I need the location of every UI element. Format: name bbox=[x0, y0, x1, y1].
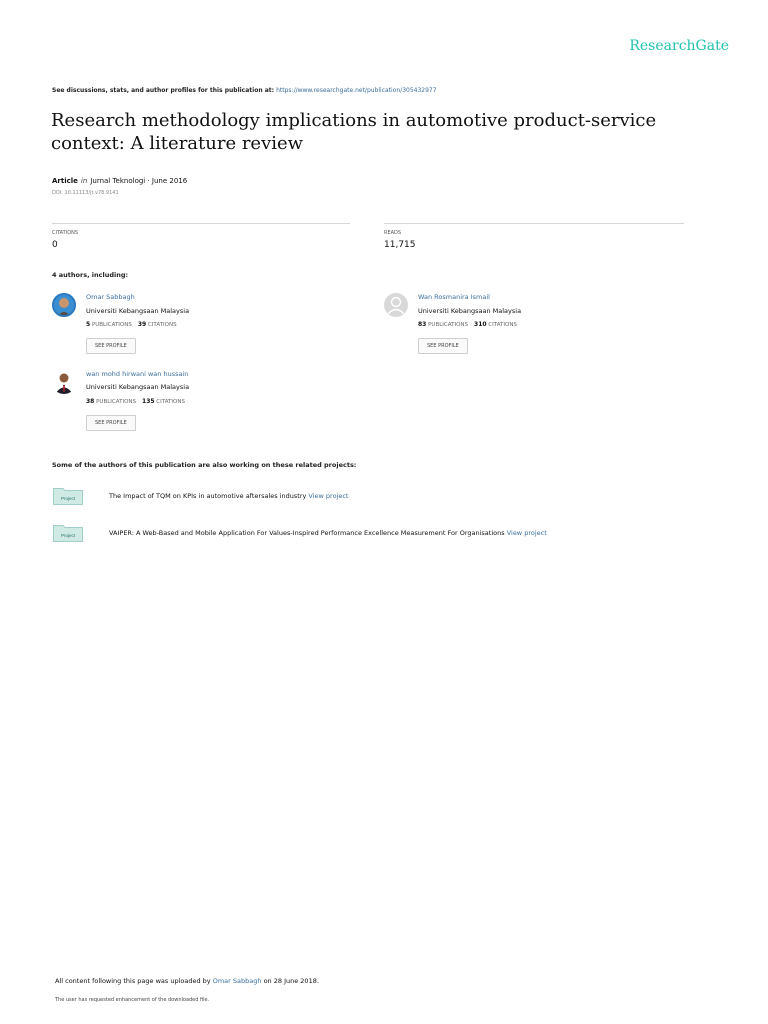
authors-heading: 4 authors, including: bbox=[52, 271, 129, 279]
project-item bbox=[109, 529, 547, 537]
see-profile-button[interactable]: SEE PROFILE bbox=[86, 338, 136, 354]
author-stats bbox=[86, 321, 177, 328]
project-badge: Project bbox=[60, 533, 76, 538]
publications-count: 83 bbox=[418, 321, 427, 328]
project-title: VAIPER: A Web-Based and Mobile Application For Values-Inspired Performance Excellence Measurement For Organisations bbox=[109, 529, 505, 537]
author-avatar-omar-sabbagh[interactable] bbox=[52, 293, 76, 317]
citations-count: 135 bbox=[142, 398, 155, 405]
author-institution[interactable]: Universiti Kebangsaan Malaysia bbox=[86, 383, 190, 391]
author-stats bbox=[418, 321, 517, 328]
author-avatar-wan-mohd-hirwani[interactable] bbox=[52, 370, 76, 394]
author-avatar-wan-rosmanira-ismail[interactable] bbox=[384, 293, 408, 317]
author-institution[interactable]: Universiti Kebangsaan Malaysia bbox=[86, 307, 190, 315]
author-name-omar-sabbagh[interactable]: Omar Sabbagh bbox=[86, 293, 135, 301]
publications-label: PUBLICATIONS bbox=[91, 322, 132, 328]
citations-count: 39 bbox=[137, 321, 147, 328]
author-institution[interactable]: Universiti Kebangsaan Malaysia bbox=[418, 307, 522, 315]
journal-date[interactable]: Jurnal Teknologi · June 2016 bbox=[90, 177, 188, 185]
person-photo-icon bbox=[52, 370, 76, 394]
citations-value: 0 bbox=[52, 240, 58, 250]
reads-label: READS bbox=[384, 230, 402, 236]
publications-label: PUBLICATIONS bbox=[96, 399, 137, 405]
author-name-wan-mohd-hirwani[interactable]: wan mohd hirwani wan hussain bbox=[86, 370, 189, 378]
discussion-prefix: See discussions, stats, and author profiles for this publication at: bbox=[52, 87, 275, 94]
publications-label: PUBLICATIONS bbox=[428, 322, 469, 328]
citations-label: CITATIONS bbox=[488, 322, 517, 328]
default-avatar-icon bbox=[384, 293, 408, 317]
view-project-link[interactable]: View project bbox=[308, 492, 349, 500]
researchgate-logo[interactable]: ResearchGate bbox=[629, 38, 729, 54]
uploader-link[interactable]: Omar Sabbagh bbox=[212, 977, 262, 985]
see-profile-button[interactable]: SEE PROFILE bbox=[86, 415, 136, 431]
publications-count: 5 bbox=[86, 321, 91, 328]
author-stats bbox=[86, 398, 185, 405]
doi-text: DOI: 10.11113/jt.v78.9141 bbox=[52, 190, 119, 196]
citations-count: 310 bbox=[474, 321, 487, 328]
project-item bbox=[109, 492, 348, 500]
citations-label: CITATIONS bbox=[147, 322, 177, 328]
reads-divider bbox=[384, 223, 684, 224]
article-type: Article bbox=[52, 177, 78, 185]
citations-label: CITATIONS bbox=[156, 399, 185, 405]
upload-note bbox=[55, 977, 319, 985]
projects-heading: Some of the authors of this publication are also working on these related projects: bbox=[52, 461, 357, 469]
publications-count: 38 bbox=[86, 398, 95, 405]
see-profile-button[interactable]: SEE PROFILE bbox=[418, 338, 468, 354]
article-meta bbox=[52, 177, 187, 185]
project-folder-icon bbox=[53, 487, 83, 505]
citations-label: CITATIONS bbox=[52, 230, 79, 236]
author-name-wan-rosmanira-ismail[interactable]: Wan Rosmanira Ismail bbox=[418, 293, 490, 301]
publication-url-link[interactable]: https://www.researchgate.net/publication/305432977 bbox=[276, 87, 437, 94]
person-photo-icon bbox=[52, 293, 76, 317]
reads-value: 11,715 bbox=[384, 240, 416, 250]
discussion-line bbox=[52, 87, 437, 94]
upload-suffix: on 28 June 2018. bbox=[263, 977, 319, 985]
article-in: in bbox=[80, 177, 88, 185]
project-badge: Project bbox=[60, 496, 76, 501]
citations-divider bbox=[52, 223, 350, 224]
project-folder-icon bbox=[53, 524, 83, 542]
publication-title: Research methodology implications in automotive product-service context: A literature review bbox=[51, 110, 657, 154]
project-title: The Impact of TQM on KPIs in automotive aftersales industry bbox=[109, 492, 307, 500]
view-project-link[interactable]: View project bbox=[506, 529, 547, 537]
upload-prefix: All content following this page was uploaded by bbox=[55, 977, 211, 985]
enhancement-note: The user has requested enhancement of the downloaded file. bbox=[55, 997, 210, 1003]
